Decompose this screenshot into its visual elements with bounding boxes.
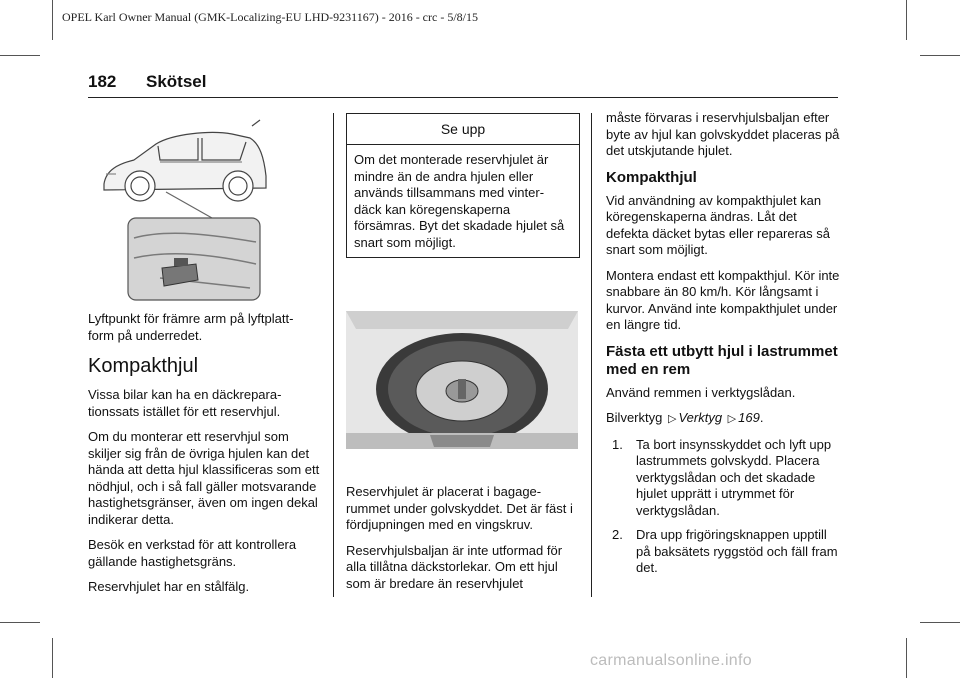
car-lift-point-illustration xyxy=(100,118,270,302)
section-title: Skötsel xyxy=(146,72,207,91)
paragraph: Besök en verkstad för att kontrollera gällande hastighetsgräns. xyxy=(88,537,297,569)
step-text: Ta bort insynsskyddet och lyft upp lastrummets golvskydd. Placera verktygslådan och det skadade hjulet upprätt i utrymmet för verktygslådan. xyxy=(636,436,832,518)
figure-caption: Lyftpunkt för främre arm på lyftplatt- form på underredet. xyxy=(88,311,294,343)
crop-mark xyxy=(920,622,960,623)
tools-page-number[interactable]: 169 xyxy=(738,410,760,425)
page-heading xyxy=(88,72,206,92)
paragraph: Reservhjulsbaljan är inte utformad för alla tillåtna däckstorlekar. Om ett hjul som är bredare än reservhjulet xyxy=(346,542,563,591)
paragraph: Om du monterar ett reservhjul som skiljer sig från de övriga hjulen kan det hända att detta hjul klassificeras som ett nödhjul, och i så fall gäller motsvarande hastighetsgränser, även om ingen dekal indikerar detta. xyxy=(88,429,320,527)
column-divider xyxy=(591,113,592,597)
section-heading-kompakthjul: Kompakthjul xyxy=(88,355,199,377)
crop-mark xyxy=(52,638,53,678)
paragraph: måste förvaras i reservhjulsbaljan efter byte av hjul kan golvskyddet placeras på det utskjutande hjulet. xyxy=(606,110,840,158)
tools-link[interactable]: Verktyg xyxy=(678,410,723,425)
page-number: 182 xyxy=(88,72,117,91)
watermark: carmanualsonline.info xyxy=(590,652,752,669)
subheading-secure-wheel: Fästa ett utbytt hjul i lastrummet med en rem xyxy=(606,342,838,378)
crop-mark xyxy=(0,622,40,623)
steps-list xyxy=(606,437,842,577)
list-item xyxy=(606,527,842,577)
sentence-end: . xyxy=(759,410,764,425)
paragraph: Använd remmen i verktygslådan. xyxy=(606,384,796,400)
caution-title: Se upp xyxy=(347,114,579,145)
step-number: 1. xyxy=(612,436,623,452)
step-number: 2. xyxy=(612,527,623,542)
crop-mark xyxy=(0,55,40,56)
column-left xyxy=(88,311,320,605)
crop-mark xyxy=(920,55,960,56)
paragraph: Vid användning av kompakthjulet kan köregenskaperna ändras. Låt det defekta däcket bytas eller repareras så snart som möjligt. xyxy=(606,192,831,257)
paragraph: Vissa bilar kan ha en däckrepara- tionssats istället för ett reservhjul. xyxy=(88,387,282,419)
cross-reference-icon: ▷ xyxy=(727,413,737,425)
list-item xyxy=(606,437,842,520)
spare-wheel-illustration xyxy=(346,311,578,449)
paragraph: Reservhjulet är placerat i bagage- rummet under golvskyddet. Det är fäst i fördjupningen med en vingskruv. xyxy=(346,484,573,532)
paragraph: Montera endast ett kompakthjul. Kör inte snabbare än 80 km/h. Kör långsamt i kurvor. Använd inte kompakthjulet under en längre tid. xyxy=(606,267,840,332)
subheading-kompakthjul: Kompakthjul xyxy=(606,168,697,186)
caution-box xyxy=(346,113,580,258)
print-header: OPEL Karl Owner Manual (GMK-Localizing-EU LHD-9231167) - 2016 - crc - 5/8/15 xyxy=(62,10,478,24)
crop-mark xyxy=(52,0,53,40)
column-middle xyxy=(346,484,580,601)
cross-reference-icon: ▷ xyxy=(667,413,677,425)
column-divider xyxy=(333,113,334,597)
step-text: Dra upp frigöringsknappen upptill på baksätets ryggstöd och fäll fram det. xyxy=(636,527,838,575)
tools-reference xyxy=(606,410,842,428)
heading-rule xyxy=(88,97,838,98)
paragraph: Reservhjulet har en stålfälg. xyxy=(88,579,250,594)
caution-text: Om det monterade reservhjulet är mindre än de andra hjulen eller används tillsammans med vinter- däck kan köregenskaperna försämras. Byt det skadade hjulet så snart som möjligt. xyxy=(354,152,565,250)
crop-mark xyxy=(906,638,907,678)
tools-label: Bilverktyg xyxy=(606,410,663,425)
crop-mark xyxy=(906,0,907,40)
column-right xyxy=(606,110,842,585)
